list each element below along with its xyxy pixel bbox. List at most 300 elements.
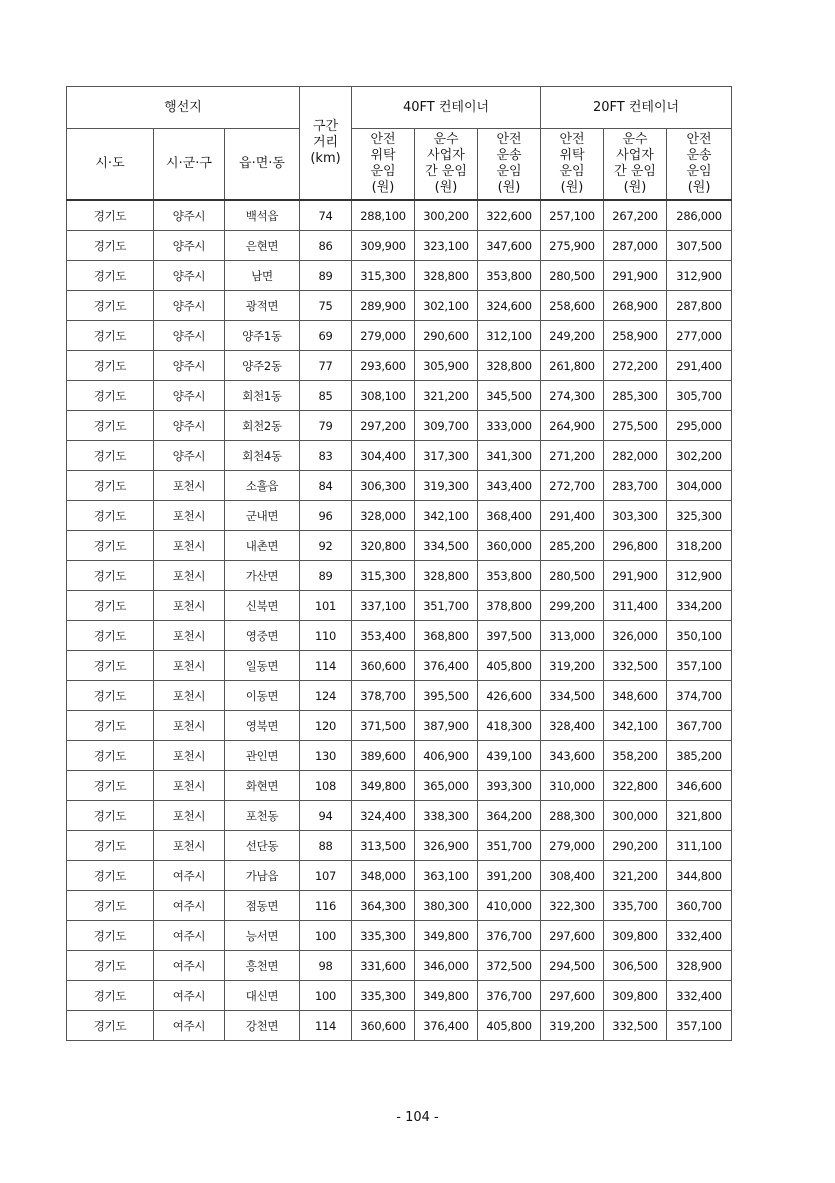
eupmyeondong-cell: 남면 (225, 261, 300, 291)
ft20-carrier-between-cell: 290,200 (604, 831, 667, 861)
sigungu-cell: 여주시 (154, 1011, 225, 1041)
sido-cell: 경기도 (67, 591, 154, 621)
ft20-carrier-between-cell: 322,800 (604, 771, 667, 801)
sido-cell: 경기도 (67, 801, 154, 831)
table-row (67, 711, 732, 741)
ft40-carrier-between-cell: 365,000 (415, 771, 478, 801)
ft40-carrier-between-cell: 328,800 (415, 561, 478, 591)
ft40-safe-transport-cell: 324,600 (478, 291, 541, 321)
distance-cell: 114 (300, 1011, 352, 1041)
table-row (67, 651, 732, 681)
ft20-safe-transport-cell: 302,200 (667, 441, 732, 471)
table-row (67, 291, 732, 321)
ft40-carrier-between-cell: 323,100 (415, 231, 478, 261)
ft40-safe-consign-cell: 304,400 (352, 441, 415, 471)
ft40-header: 40FT 컨테이너 (352, 87, 541, 129)
table-body (67, 200, 732, 1041)
ft20-safe-consign-cell: 334,500 (541, 681, 604, 711)
ft20-safe-transport-cell: 385,200 (667, 741, 732, 771)
sigungu-cell: 여주시 (154, 861, 225, 891)
ft40-safe-consign-cell: 309,900 (352, 231, 415, 261)
distance-cell: 77 (300, 351, 352, 381)
sigungu-cell: 양주시 (154, 411, 225, 441)
distance-cell: 96 (300, 501, 352, 531)
ft40-safe-transport-cell: 368,400 (478, 501, 541, 531)
eupmyeondong-cell: 선단동 (225, 831, 300, 861)
ft20-safe-consign-cell: 280,500 (541, 261, 604, 291)
ft40-safe-consign-cell: 337,100 (352, 591, 415, 621)
sido-cell: 경기도 (67, 200, 154, 231)
sido-cell: 경기도 (67, 861, 154, 891)
sido-cell: 경기도 (67, 741, 154, 771)
table-row (67, 921, 732, 951)
table-row (67, 681, 732, 711)
ft20-safe-consign-cell: 319,200 (541, 651, 604, 681)
table-row (67, 741, 732, 771)
ft20-carrier-between-cell: 335,700 (604, 891, 667, 921)
ft20-safe-consign-cell: 297,600 (541, 981, 604, 1011)
distance-cell: 124 (300, 681, 352, 711)
table-row (67, 441, 732, 471)
distance-cell: 110 (300, 621, 352, 651)
ft20-safe-transport-cell: 312,900 (667, 561, 732, 591)
ft20-header: 20FT 컨테이너 (541, 87, 732, 129)
ft20-carrier-between-cell: 283,700 (604, 471, 667, 501)
distance-cell: 69 (300, 321, 352, 351)
ft40-safe-transport-cell: 322,600 (478, 200, 541, 231)
eupmyeondong-cell: 내촌면 (225, 531, 300, 561)
ft20-safe-transport-cell: 305,700 (667, 381, 732, 411)
ft20-carrier-between-cell: 282,000 (604, 441, 667, 471)
sido-cell: 경기도 (67, 951, 154, 981)
ft40-safe-transport-cell: 426,600 (478, 681, 541, 711)
distance-cell: 107 (300, 861, 352, 891)
sido-cell: 경기도 (67, 381, 154, 411)
ft40-safe-transport-cell: 391,200 (478, 861, 541, 891)
distance-cell: 88 (300, 831, 352, 861)
table-row (67, 261, 732, 291)
table-row (67, 591, 732, 621)
table-row (67, 861, 732, 891)
sido-cell: 경기도 (67, 681, 154, 711)
sido-cell: 경기도 (67, 711, 154, 741)
ft20-safe-consign-cell: 299,200 (541, 591, 604, 621)
ft20-safe-transport-cell: 307,500 (667, 231, 732, 261)
table-row (67, 1011, 732, 1041)
ft40-safe-transport-cell: 360,000 (478, 531, 541, 561)
distance-cell: 100 (300, 981, 352, 1011)
distance-cell: 114 (300, 651, 352, 681)
sido-cell: 경기도 (67, 651, 154, 681)
ft20-carrier-between-cell: 332,500 (604, 651, 667, 681)
sigungu-cell: 양주시 (154, 231, 225, 261)
eupmyeondong-cell: 양주2동 (225, 351, 300, 381)
ft40-carrier-between-cell: 305,900 (415, 351, 478, 381)
sigungu-cell: 포천시 (154, 801, 225, 831)
ft20-carrier-between-cell: 326,000 (604, 621, 667, 651)
sigungu-cell: 포천시 (154, 711, 225, 741)
ft40-carrier-between-cell: 300,200 (415, 200, 478, 231)
table-row (67, 831, 732, 861)
eupmyeondong-cell: 은현면 (225, 231, 300, 261)
freight-rate-table (66, 86, 732, 1041)
eupmyeondong-cell: 양주1동 (225, 321, 300, 351)
eupmyeondong-cell: 강천면 (225, 1011, 300, 1041)
table-row (67, 951, 732, 981)
ft20-safe-transport-cell: 332,400 (667, 921, 732, 951)
table-row (67, 411, 732, 441)
ft20-safe-transport-cell: 357,100 (667, 1011, 732, 1041)
sido-cell: 경기도 (67, 561, 154, 591)
ft40-safe-transport-cell: 341,300 (478, 441, 541, 471)
ft40-safe-transport-cell: 333,000 (478, 411, 541, 441)
ft40-safe-transport-cell: 343,400 (478, 471, 541, 501)
ft20-safe-consign-cell: 280,500 (541, 561, 604, 591)
eupmyeondong-cell: 일동면 (225, 651, 300, 681)
ft40-safe-consign-cell: 315,300 (352, 261, 415, 291)
ft40-safe-transport-cell: 345,500 (478, 381, 541, 411)
sido-cell: 경기도 (67, 351, 154, 381)
distance-cell: 98 (300, 951, 352, 981)
ft20-carrier-between-cell: 275,500 (604, 411, 667, 441)
table-row (67, 621, 732, 651)
distance-cell: 83 (300, 441, 352, 471)
sigungu-cell: 양주시 (154, 351, 225, 381)
sigungu-header: 시·군·구 (154, 129, 225, 201)
table-row (67, 771, 732, 801)
ft20-safe-consign-cell: 294,500 (541, 951, 604, 981)
sido-cell: 경기도 (67, 261, 154, 291)
ft20-carrier-between-cell: 287,000 (604, 231, 667, 261)
ft40-carrier-between-cell: 395,500 (415, 681, 478, 711)
ft40-carrier-between-cell: 338,300 (415, 801, 478, 831)
ft40-safe-consign-cell: 335,300 (352, 981, 415, 1011)
ft40-safe-consign-cell: 293,600 (352, 351, 415, 381)
distance-cell: 100 (300, 921, 352, 951)
ft20-safe-transport-cell: 332,400 (667, 981, 732, 1011)
ft20-safe-consign-cell: 319,200 (541, 1011, 604, 1041)
ft20-carrier-between-cell: 291,900 (604, 261, 667, 291)
ft40-safe-consign-cell: 306,300 (352, 471, 415, 501)
ft40-carrier-between-cell: 328,800 (415, 261, 478, 291)
ft40-safe-transport-cell: 372,500 (478, 951, 541, 981)
ft20-safe-consign-cell: 261,800 (541, 351, 604, 381)
ft20-carrier-between-cell: 309,800 (604, 921, 667, 951)
ft20-safe-consign-cell: 313,000 (541, 621, 604, 651)
distance-cell: 101 (300, 591, 352, 621)
eupmyeondong-cell: 화현면 (225, 771, 300, 801)
eupmyeondong-cell: 능서면 (225, 921, 300, 951)
sigungu-cell: 여주시 (154, 891, 225, 921)
ft40-carrier-between-cell: 363,100 (415, 861, 478, 891)
ft20-carrier-between-cell: 258,900 (604, 321, 667, 351)
ft40-safe-consign-cell: 289,900 (352, 291, 415, 321)
sido-cell: 경기도 (67, 621, 154, 651)
ft20-safe-transport-cell: 304,000 (667, 471, 732, 501)
ft20-safe-transport-cell: 277,000 (667, 321, 732, 351)
sigungu-cell: 포천시 (154, 531, 225, 561)
ft40-safe-transport-cell: 405,800 (478, 651, 541, 681)
table-row (67, 231, 732, 261)
ft20-carrier-between-cell: 332,500 (604, 1011, 667, 1041)
sigungu-cell: 포천시 (154, 621, 225, 651)
eupmyeondong-cell: 대신면 (225, 981, 300, 1011)
eupmyeondong-cell: 가남읍 (225, 861, 300, 891)
eupmyeondong-cell: 회천2동 (225, 411, 300, 441)
ft20-safe-transport-cell: 344,800 (667, 861, 732, 891)
ft40-carrier-between-header: 운수 사업자 간 운임 (원) (415, 129, 478, 201)
ft40-carrier-between-cell: 349,800 (415, 921, 478, 951)
ft40-carrier-between-cell: 302,100 (415, 291, 478, 321)
ft40-safe-consign-cell: 279,000 (352, 321, 415, 351)
ft20-safe-transport-cell: 334,200 (667, 591, 732, 621)
ft40-safe-consign-cell: 349,800 (352, 771, 415, 801)
sido-cell: 경기도 (67, 291, 154, 321)
ft40-safe-transport-cell: 439,100 (478, 741, 541, 771)
ft40-safe-consign-cell: 313,500 (352, 831, 415, 861)
eupmyeondong-cell: 점동면 (225, 891, 300, 921)
ft40-carrier-between-cell: 406,900 (415, 741, 478, 771)
ft40-carrier-between-cell: 342,100 (415, 501, 478, 531)
eupmyeondong-cell: 신북면 (225, 591, 300, 621)
ft40-safe-consign-cell: 348,000 (352, 861, 415, 891)
ft20-safe-consign-cell: 257,100 (541, 200, 604, 231)
sigungu-cell: 포천시 (154, 561, 225, 591)
ft40-carrier-between-cell: 349,800 (415, 981, 478, 1011)
ft40-carrier-between-cell: 321,200 (415, 381, 478, 411)
sido-cell: 경기도 (67, 891, 154, 921)
ft20-safe-consign-cell: 249,200 (541, 321, 604, 351)
ft20-carrier-between-cell: 306,500 (604, 951, 667, 981)
ft20-safe-transport-cell: 291,400 (667, 351, 732, 381)
ft20-safe-transport-cell: 328,900 (667, 951, 732, 981)
table-row (67, 981, 732, 1011)
eupmyeondong-cell: 영중면 (225, 621, 300, 651)
sido-cell: 경기도 (67, 231, 154, 261)
ft40-safe-consign-cell: 297,200 (352, 411, 415, 441)
ft20-carrier-between-cell: 303,300 (604, 501, 667, 531)
eupmyeondong-cell: 관인면 (225, 741, 300, 771)
ft20-safe-consign-cell: 297,600 (541, 921, 604, 951)
ft40-carrier-between-cell: 334,500 (415, 531, 478, 561)
sigungu-cell: 포천시 (154, 591, 225, 621)
ft20-carrier-between-cell: 309,800 (604, 981, 667, 1011)
ft40-carrier-between-cell: 376,400 (415, 651, 478, 681)
ft40-safe-consign-cell: 288,100 (352, 200, 415, 231)
ft40-safe-consign-cell: 324,400 (352, 801, 415, 831)
ft40-safe-consign-cell: 328,000 (352, 501, 415, 531)
table-row (67, 891, 732, 921)
eupmyeondong-cell: 백석읍 (225, 200, 300, 231)
distance-cell: 116 (300, 891, 352, 921)
distance-cell: 74 (300, 200, 352, 231)
ft20-safe-consign-cell: 291,400 (541, 501, 604, 531)
ft40-carrier-between-cell: 317,300 (415, 441, 478, 471)
table-row (67, 381, 732, 411)
distance-cell: 130 (300, 741, 352, 771)
table-row (67, 801, 732, 831)
sido-cell: 경기도 (67, 1011, 154, 1041)
table-row (67, 501, 732, 531)
table-row (67, 200, 732, 231)
ft20-safe-consign-cell: 274,300 (541, 381, 604, 411)
sido-cell: 경기도 (67, 501, 154, 531)
sido-cell: 경기도 (67, 441, 154, 471)
ft40-carrier-between-cell: 387,900 (415, 711, 478, 741)
ft20-safe-transport-cell: 295,000 (667, 411, 732, 441)
eupmyeondong-cell: 군내면 (225, 501, 300, 531)
ft40-carrier-between-cell: 368,800 (415, 621, 478, 651)
ft40-safe-transport-cell: 312,100 (478, 321, 541, 351)
ft20-carrier-between-header: 운수 사업자 간 운임 (원) (604, 129, 667, 201)
ft20-safe-consign-cell: 272,700 (541, 471, 604, 501)
ft40-carrier-between-cell: 326,900 (415, 831, 478, 861)
table-row (67, 351, 732, 381)
ft20-carrier-between-cell: 348,600 (604, 681, 667, 711)
ft40-safe-consign-cell: 353,400 (352, 621, 415, 651)
ft20-carrier-between-cell: 268,900 (604, 291, 667, 321)
ft20-carrier-between-cell: 296,800 (604, 531, 667, 561)
ft20-safe-consign-cell: 308,400 (541, 861, 604, 891)
ft40-safe-transport-header: 안전 운송 운임 (원) (478, 129, 541, 201)
ft40-carrier-between-cell: 309,700 (415, 411, 478, 441)
ft40-safe-transport-cell: 378,800 (478, 591, 541, 621)
ft20-safe-transport-cell: 350,100 (667, 621, 732, 651)
ft20-safe-transport-cell: 357,100 (667, 651, 732, 681)
eupmyeondong-cell: 가산면 (225, 561, 300, 591)
eupmyeondong-header: 읍·면·동 (225, 129, 300, 201)
ft20-safe-transport-cell: 321,800 (667, 801, 732, 831)
sigungu-cell: 여주시 (154, 951, 225, 981)
distance-cell: 89 (300, 561, 352, 591)
ft40-safe-consign-cell: 364,300 (352, 891, 415, 921)
ft40-carrier-between-cell: 346,000 (415, 951, 478, 981)
distance-cell: 79 (300, 411, 352, 441)
ft40-safe-consign-cell: 360,600 (352, 651, 415, 681)
sigungu-cell: 포천시 (154, 501, 225, 531)
sido-cell: 경기도 (67, 981, 154, 1011)
ft20-carrier-between-cell: 311,400 (604, 591, 667, 621)
ft20-safe-consign-cell: 275,900 (541, 231, 604, 261)
ft20-safe-transport-cell: 360,700 (667, 891, 732, 921)
ft20-safe-transport-cell: 367,700 (667, 711, 732, 741)
ft20-safe-transport-cell: 312,900 (667, 261, 732, 291)
ft20-safe-consign-cell: 264,900 (541, 411, 604, 441)
eupmyeondong-cell: 흥천면 (225, 951, 300, 981)
distance-cell: 108 (300, 771, 352, 801)
sigungu-cell: 양주시 (154, 291, 225, 321)
sido-cell: 경기도 (67, 531, 154, 561)
eupmyeondong-cell: 광적면 (225, 291, 300, 321)
ft20-carrier-between-cell: 291,900 (604, 561, 667, 591)
sigungu-cell: 여주시 (154, 981, 225, 1011)
table-row (67, 531, 732, 561)
ft20-carrier-between-cell: 358,200 (604, 741, 667, 771)
sigungu-cell: 포천시 (154, 651, 225, 681)
ft40-safe-transport-cell: 351,700 (478, 831, 541, 861)
ft20-safe-transport-cell: 286,000 (667, 200, 732, 231)
ft20-safe-consign-cell: 279,000 (541, 831, 604, 861)
ft20-safe-consign-cell: 271,200 (541, 441, 604, 471)
ft40-carrier-between-cell: 351,700 (415, 591, 478, 621)
ft20-safe-transport-header: 안전 운송 운임 (원) (667, 129, 732, 201)
ft20-safe-consign-cell: 322,300 (541, 891, 604, 921)
ft40-safe-transport-cell: 353,800 (478, 261, 541, 291)
ft40-carrier-between-cell: 290,600 (415, 321, 478, 351)
eupmyeondong-cell: 포천동 (225, 801, 300, 831)
ft40-safe-transport-cell: 328,800 (478, 351, 541, 381)
distance-cell: 120 (300, 711, 352, 741)
distance-cell: 86 (300, 231, 352, 261)
ft20-carrier-between-cell: 285,300 (604, 381, 667, 411)
sigungu-cell: 포천시 (154, 771, 225, 801)
ft40-safe-consign-cell: 308,100 (352, 381, 415, 411)
sigungu-cell: 포천시 (154, 681, 225, 711)
sido-cell: 경기도 (67, 321, 154, 351)
ft20-safe-consign-cell: 343,600 (541, 741, 604, 771)
table-row (67, 471, 732, 501)
ft40-safe-transport-cell: 376,700 (478, 921, 541, 951)
ft20-safe-consign-cell: 310,000 (541, 771, 604, 801)
ft20-safe-consign-cell: 288,300 (541, 801, 604, 831)
sigungu-cell: 양주시 (154, 381, 225, 411)
page-number: - 104 - (396, 1110, 439, 1125)
eupmyeondong-cell: 영북면 (225, 711, 300, 741)
sigungu-cell: 포천시 (154, 831, 225, 861)
sido-cell: 경기도 (67, 771, 154, 801)
ft20-safe-consign-cell: 258,600 (541, 291, 604, 321)
eupmyeondong-cell: 회천4동 (225, 441, 300, 471)
ft40-safe-consign-header: 안전 위탁 운임 (원) (352, 129, 415, 201)
ft20-carrier-between-cell: 321,200 (604, 861, 667, 891)
ft20-safe-transport-cell: 325,300 (667, 501, 732, 531)
ft20-safe-consign-header: 안전 위탁 운임 (원) (541, 129, 604, 201)
sigungu-cell: 양주시 (154, 441, 225, 471)
sido-cell: 경기도 (67, 411, 154, 441)
ft40-carrier-between-cell: 319,300 (415, 471, 478, 501)
ft40-safe-consign-cell: 378,700 (352, 681, 415, 711)
eupmyeondong-cell: 회천1동 (225, 381, 300, 411)
ft20-safe-consign-cell: 285,200 (541, 531, 604, 561)
destination-header: 행선지 (67, 87, 300, 129)
ft40-carrier-between-cell: 376,400 (415, 1011, 478, 1041)
sigungu-cell: 포천시 (154, 471, 225, 501)
sido-header: 시·도 (67, 129, 154, 201)
sido-cell: 경기도 (67, 471, 154, 501)
ft20-safe-transport-cell: 374,700 (667, 681, 732, 711)
eupmyeondong-cell: 이동면 (225, 681, 300, 711)
ft40-safe-transport-cell: 393,300 (478, 771, 541, 801)
ft20-carrier-between-cell: 272,200 (604, 351, 667, 381)
ft20-carrier-between-cell: 267,200 (604, 200, 667, 231)
ft40-safe-transport-cell: 347,600 (478, 231, 541, 261)
ft40-safe-transport-cell: 405,800 (478, 1011, 541, 1041)
distance-cell: 84 (300, 471, 352, 501)
sigungu-cell: 양주시 (154, 200, 225, 231)
distance-cell: 92 (300, 531, 352, 561)
distance-cell: 85 (300, 381, 352, 411)
ft40-safe-consign-cell: 335,300 (352, 921, 415, 951)
distance-cell: 75 (300, 291, 352, 321)
sigungu-cell: 포천시 (154, 741, 225, 771)
ft40-safe-consign-cell: 331,600 (352, 951, 415, 981)
eupmyeondong-cell: 소흘읍 (225, 471, 300, 501)
ft40-safe-transport-cell: 397,500 (478, 621, 541, 651)
ft40-safe-consign-cell: 360,600 (352, 1011, 415, 1041)
distance-header: 구간 거리 (km) (300, 87, 352, 201)
distance-cell: 89 (300, 261, 352, 291)
ft20-safe-consign-cell: 328,400 (541, 711, 604, 741)
